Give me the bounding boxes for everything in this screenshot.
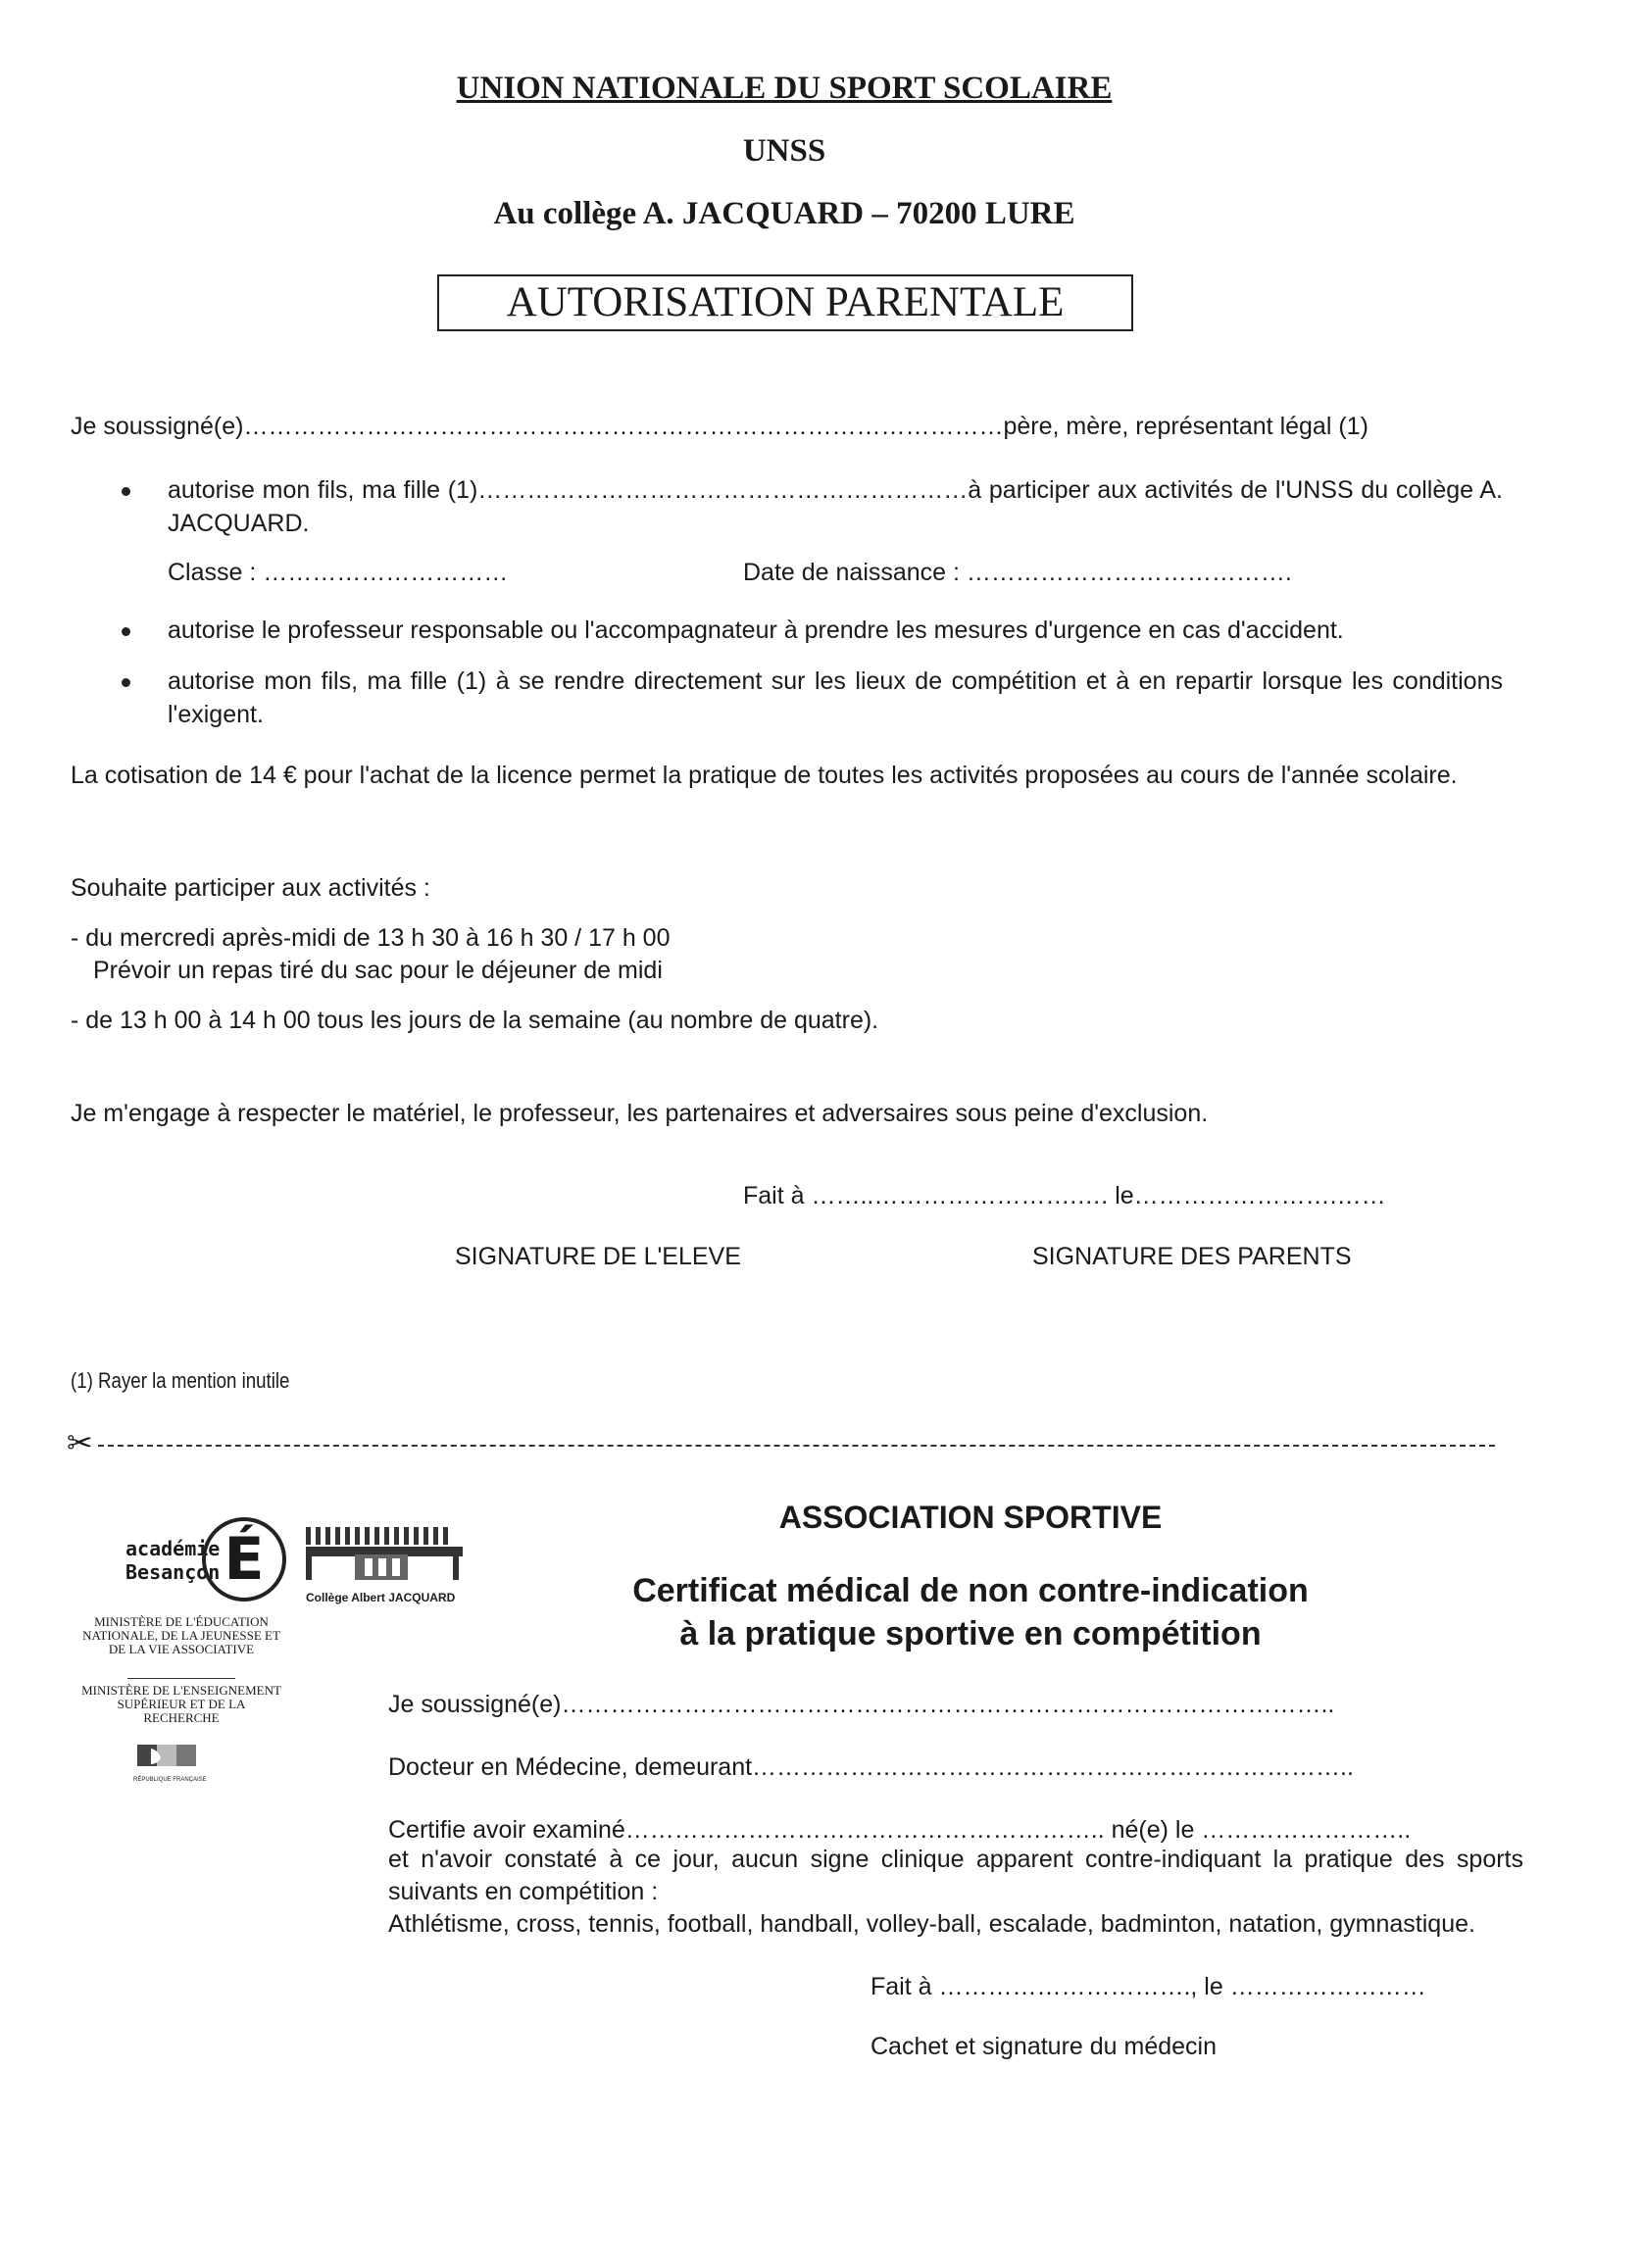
academie-e-icon: É <box>202 1517 286 1602</box>
constat-text: et n'avoir constaté à ce jour, aucun signe clinique apparent contre-indiquant la pratique des sports suivants en compétition : <box>388 1846 1523 1905</box>
marianne-icon <box>133 1743 212 1772</box>
besancon-label: Besançon <box>125 1560 221 1584</box>
engagement-text: Je m'engage à respecter le matériel, le professeur, les partenaires et adversaires sous peine d'exclusion. <box>71 1100 1209 1127</box>
cotisation-text: La cotisation de 14 € pour l'achat de la licence permet la pratique de toutes les activités proposées au cours de l'année scolaire. <box>71 762 1458 789</box>
ministere-education: MINISTÈRE DE L'ÉDUCATION NATIONALE, DE LA JEUNESSE ET DE LA VIE ASSOCIATIVE <box>82 1614 280 1656</box>
certificat-title-line1: Certificat médical de non contre-indication <box>632 1572 1309 1609</box>
school-line: Au collège A. JACQUARD – 70200 LURE <box>493 196 1075 231</box>
intro-line: Je soussigné(e)…………………………………………………………………………………père, mère, représentant légal (1) <box>71 413 1368 440</box>
footnote: (1) Rayer la mention inutile <box>71 1368 290 1393</box>
date-naissance-field: Date de naissance : …………………………………. <box>743 559 1292 586</box>
bullet-emergency: autorise le professeur responsable ou l'accompagnateur à prendre les mesures d'urgence en cas d'accident. <box>168 616 1344 644</box>
college-logo <box>306 1525 473 1603</box>
signature-eleve-label: SIGNATURE DE L'ELEVE <box>455 1243 741 1270</box>
bullet-dot <box>122 678 130 687</box>
ministere-enseignement: MINISTÈRE DE L'ENSEIGNEMENT SUPÉRIEUR ET DE LA RECHERCHE <box>81 1683 281 1725</box>
academie-logo <box>125 1498 282 1605</box>
fait-a-line: Fait à ……..…………………….…. le…………………….…… <box>743 1182 1386 1209</box>
ministere-divider <box>127 1678 235 1679</box>
form-title: AUTORISATION PARENTALE <box>506 279 1065 325</box>
cachet-signature-label: Cachet et signature du médecin <box>871 2033 1217 2060</box>
docteur-demeurant: Docteur en Médecine, demeurant……………………………………………………………….. <box>388 1753 1354 1781</box>
certifie-examine: Certifie avoir examiné………………………………………………….. né(e) le …………………….. <box>388 1816 1412 1844</box>
org-name: UNION NATIONALE DU SPORT SCOLAIRE <box>456 71 1113 106</box>
marianne-logo <box>133 1743 212 1786</box>
signature-parents-label: SIGNATURE DES PARENTS <box>1032 1243 1352 1270</box>
bullet-dot <box>122 487 130 496</box>
bullet-dot <box>122 627 130 636</box>
scissors-icon: ✂ <box>67 1424 93 1461</box>
cut-line <box>98 1445 1495 1447</box>
republique-label: RÉPUBLIQUE FRANÇAISE <box>133 1777 207 1783</box>
certificat-title-line2: à la pratique sportive en compétition <box>679 1615 1262 1652</box>
bullet-competition-travel: autorise mon fils, ma fille (1) à se rendre directement sur les lieux de compétition et à en repartir lorsque les conditions l'exigent. <box>168 667 1503 728</box>
classe-field: Classe : ………………………… <box>168 559 509 586</box>
form-title-box <box>437 274 1133 331</box>
sports-list: Athlétisme, cross, tennis, football, handball, volley-ball, escalade, badminton, natation, gymnastique. <box>388 1910 1475 1938</box>
medical-fait-a: Fait à …………………………., le …………………… <box>871 1973 1426 2000</box>
short-name: UNSS <box>742 133 826 169</box>
association-title: ASSOCIATION SPORTIVE <box>778 1500 1163 1535</box>
activity-lunchtime: - de 13 h 00 à 14 h 00 tous les jours de la semaine (au nombre de quatre). <box>71 1007 879 1034</box>
souhaite-label: Souhaite participer aux activités : <box>71 874 430 902</box>
activity-wednesday-note: Prévoir un repas tiré du sac pour le déjeuner de midi <box>93 957 663 984</box>
bullet-authorize-activities: autorise mon fils, ma fille (1)……………………………………………………à participer aux activités de l'UNSS du collège A. JACQUARD. <box>168 476 1503 537</box>
activity-wednesday: - du mercredi après-midi de 13 h 30 à 16 h 30 / 17 h 00 <box>71 924 671 952</box>
medecin-soussigne: Je soussigné(e)………………………………………………………………………………….. <box>388 1691 1335 1718</box>
college-caption: Collège Albert JACQUARD <box>306 1591 456 1604</box>
academie-label: académie <box>125 1537 221 1560</box>
college-building-icon <box>306 1525 473 1580</box>
